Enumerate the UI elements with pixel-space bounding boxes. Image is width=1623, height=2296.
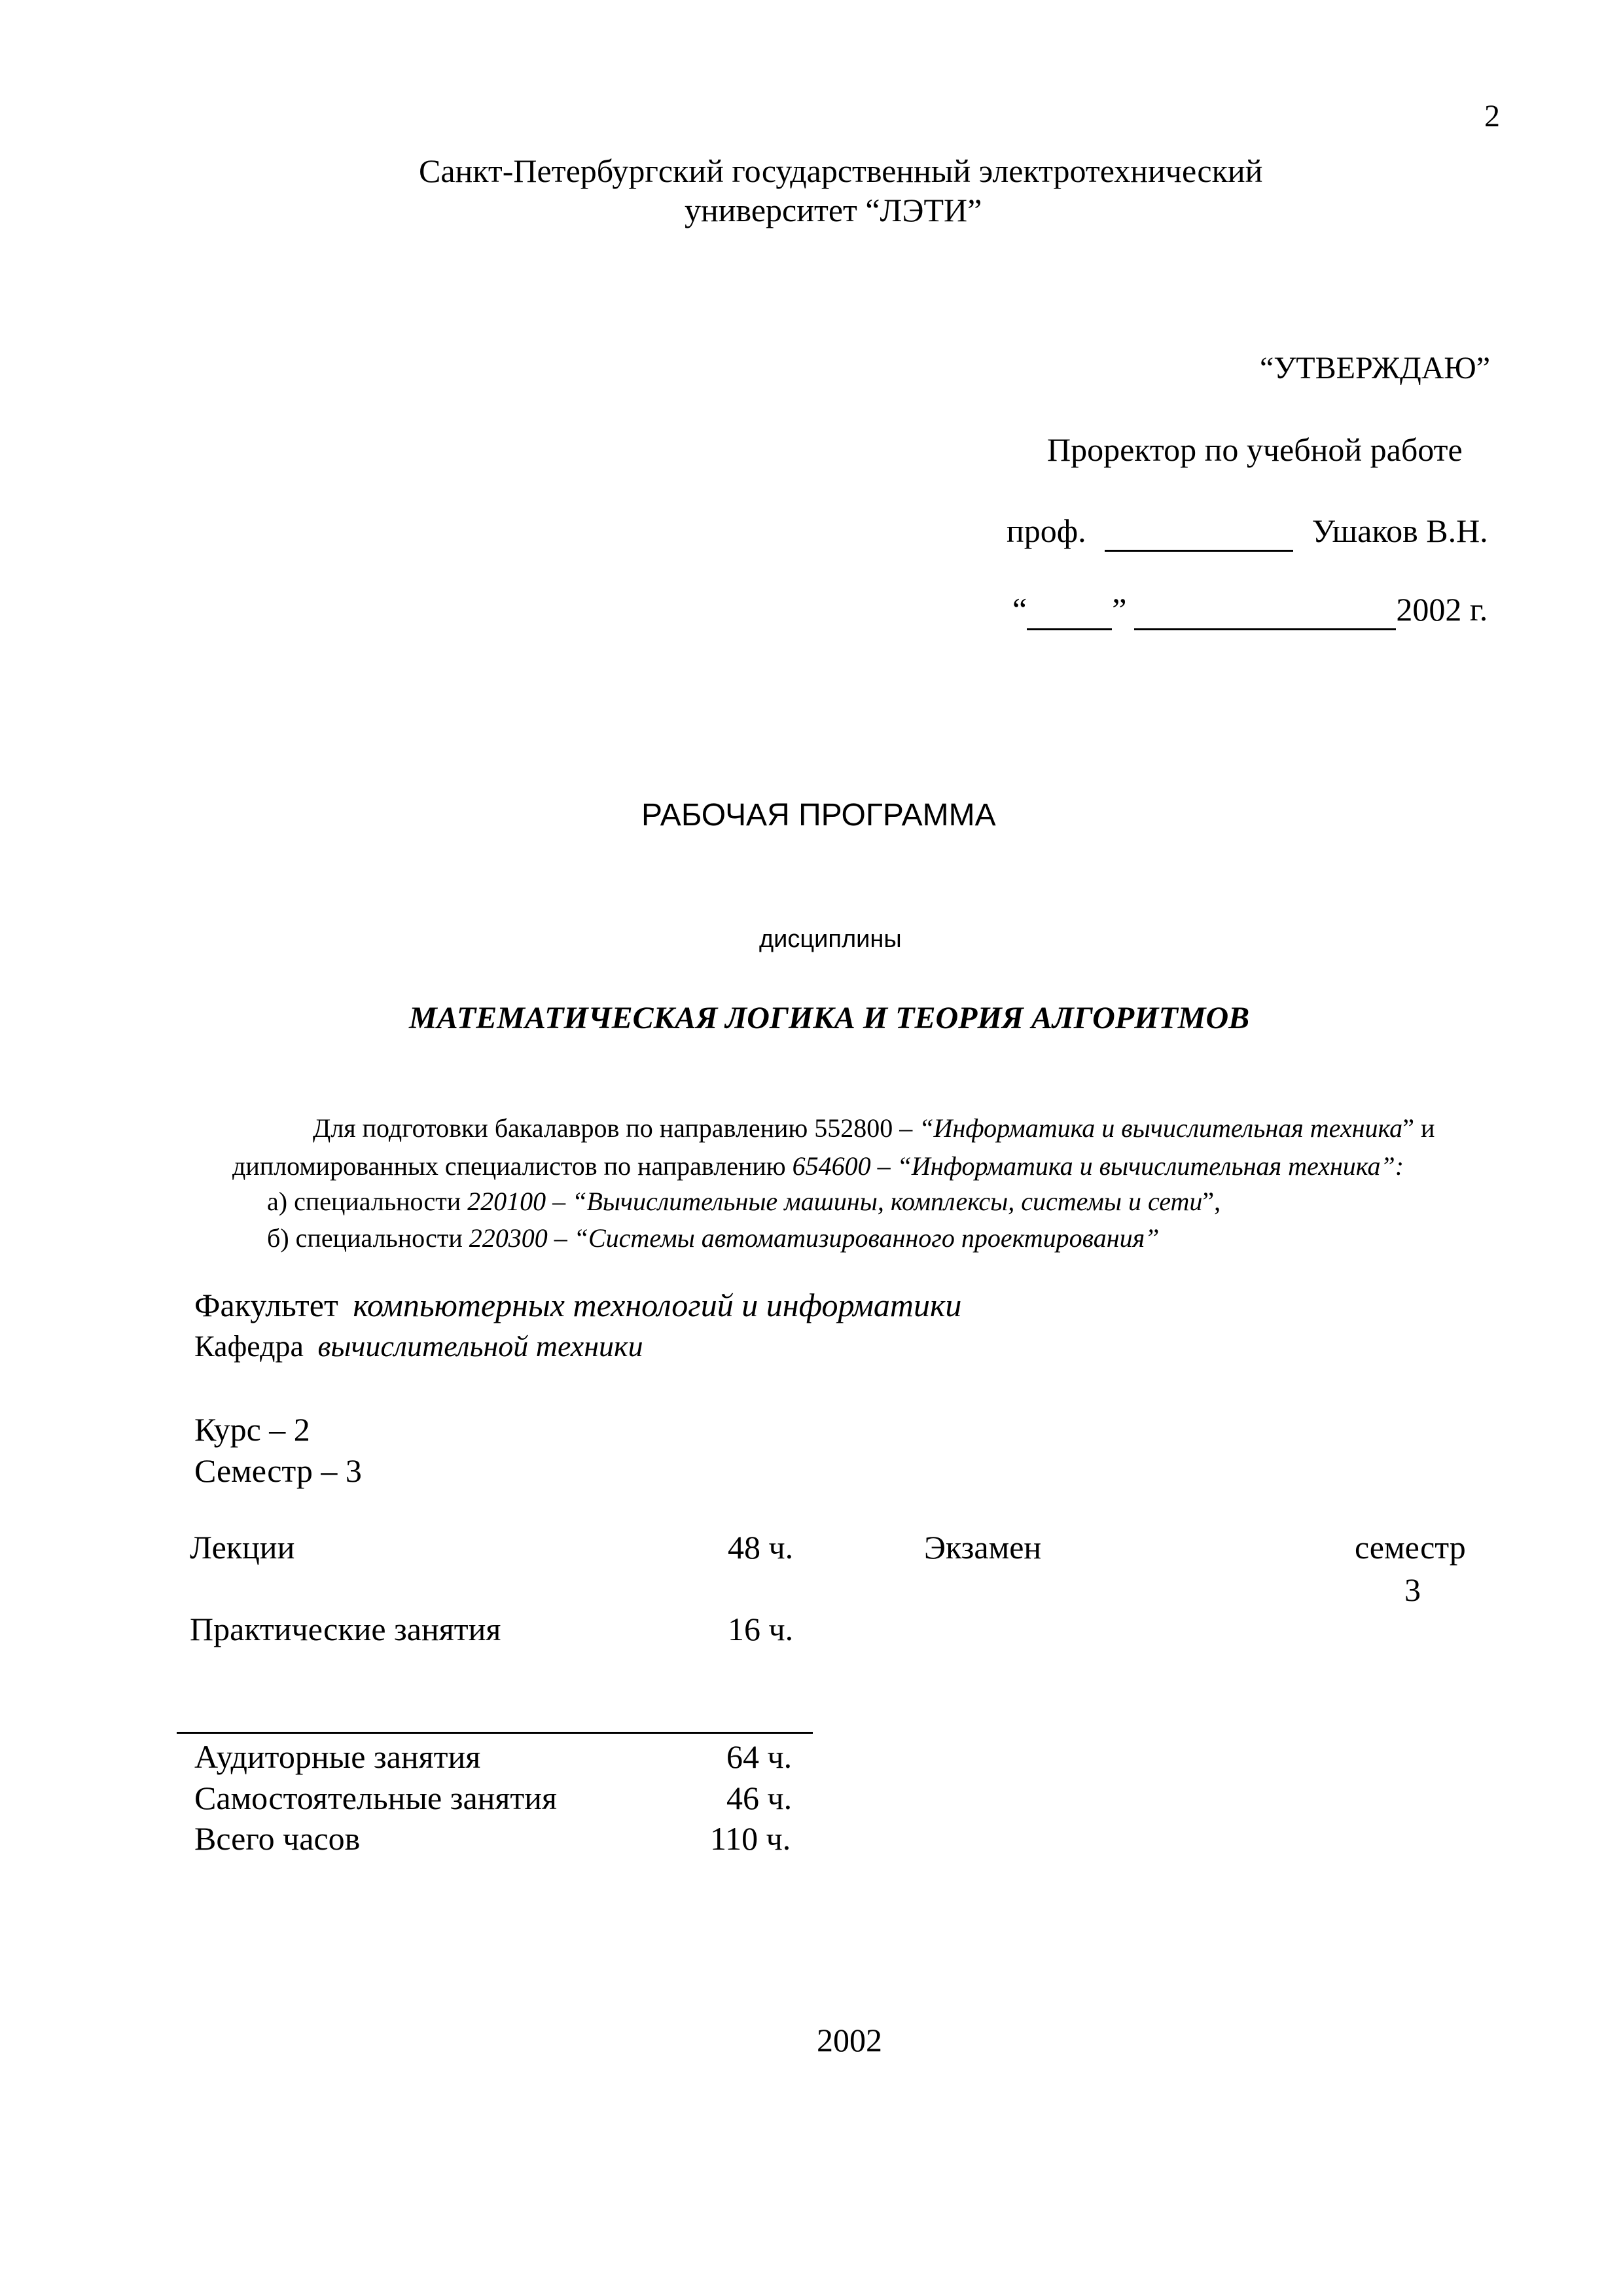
exam-label: Экзамен bbox=[924, 1529, 1042, 1566]
department-label: Кафедра bbox=[194, 1329, 304, 1363]
purpose-line-3 bbox=[267, 1186, 1221, 1217]
lectures-label: Лекции bbox=[190, 1529, 295, 1566]
faculty-line bbox=[194, 1286, 961, 1324]
total-hours-label: Всего часов bbox=[194, 1820, 361, 1857]
date-open-quote: “ bbox=[1012, 591, 1027, 628]
day-blank bbox=[1027, 590, 1112, 630]
self-study-value: 46 ч. bbox=[726, 1780, 793, 1816]
document-title: РАБОЧАЯ ПРОГРАММА bbox=[641, 798, 996, 833]
footer-year: 2002 bbox=[817, 2022, 882, 2058]
total-hours-value: 110 ч. bbox=[710, 1820, 791, 1857]
practice-value: 16 ч. bbox=[728, 1611, 794, 1647]
approval-rank: проф. bbox=[1007, 512, 1086, 549]
approval-name: Ушаков В.Н. bbox=[1311, 512, 1488, 549]
month-blank bbox=[1134, 590, 1396, 630]
course: Курс – 2 bbox=[194, 1411, 310, 1448]
university-name-line1: Санкт-Петербургский государственный электротехнический bbox=[419, 152, 1263, 189]
practice-label: Практические занятия bbox=[190, 1611, 501, 1647]
self-study-label: Самостоятельные занятия bbox=[194, 1780, 558, 1816]
purpose-line-4-b: 220300 – “Системы автоматизированного проектирования” bbox=[469, 1223, 1160, 1253]
purpose-line-3-c: ”, bbox=[1202, 1187, 1221, 1216]
faculty-value: компьютерных технологий и информатики bbox=[353, 1287, 962, 1323]
purpose-line-2-b: 654600 – “Информатика и вычислительная техника”: bbox=[792, 1151, 1404, 1181]
totals-divider bbox=[177, 1732, 813, 1734]
purpose-line-2 bbox=[232, 1151, 1404, 1181]
lectures-value: 48 ч. bbox=[728, 1529, 794, 1566]
approval-position: Проректор по учебной работе bbox=[1047, 431, 1463, 468]
signature-blank bbox=[1105, 512, 1293, 552]
discipline-label: дисциплины bbox=[759, 925, 902, 953]
exam-semester-label: семестр bbox=[1355, 1529, 1466, 1566]
exam-semester-value: 3 bbox=[1404, 1571, 1421, 1608]
classroom-value: 64 ч. bbox=[726, 1738, 793, 1775]
approval-year: 2002 г. bbox=[1396, 591, 1488, 628]
approval-date-line bbox=[1012, 590, 1488, 630]
university-name-line2: университет “ЛЭТИ” bbox=[685, 192, 982, 228]
purpose-line-2-a: дипломированных специалистов по направлению bbox=[232, 1151, 793, 1181]
approval-signature-line bbox=[1007, 512, 1488, 552]
purpose-line-1 bbox=[313, 1113, 1435, 1143]
purpose-line-1-b: “Информатика и вычислительная техника bbox=[919, 1113, 1403, 1143]
department-value: вычислительной техники bbox=[317, 1329, 643, 1363]
page-number: 2 bbox=[1484, 99, 1500, 134]
purpose-line-4 bbox=[267, 1223, 1159, 1253]
discipline-name: МАТЕМАТИЧЕСКАЯ ЛОГИКА И ТЕОРИЯ АЛГОРИТМОВ bbox=[409, 1001, 1250, 1035]
semester: Семестр – 3 bbox=[194, 1452, 362, 1489]
purpose-line-3-a: а) специальности bbox=[267, 1187, 468, 1216]
department-line bbox=[194, 1329, 643, 1363]
classroom-label: Аудиторные занятия bbox=[194, 1738, 481, 1775]
date-close-quote: ” bbox=[1112, 591, 1127, 628]
faculty-label: Факультет bbox=[194, 1287, 338, 1323]
purpose-line-1-c: ” и bbox=[1402, 1113, 1435, 1143]
purpose-line-1-a: Для подготовки бакалавров по направлению 552800 – bbox=[313, 1113, 919, 1143]
purpose-line-4-a: б) специальности bbox=[267, 1223, 469, 1253]
purpose-line-3-b: 220100 – “Вычислительные машины, комплексы, системы и сети bbox=[467, 1187, 1203, 1216]
approval-title: “УТВЕРЖДАЮ” bbox=[1260, 351, 1491, 386]
